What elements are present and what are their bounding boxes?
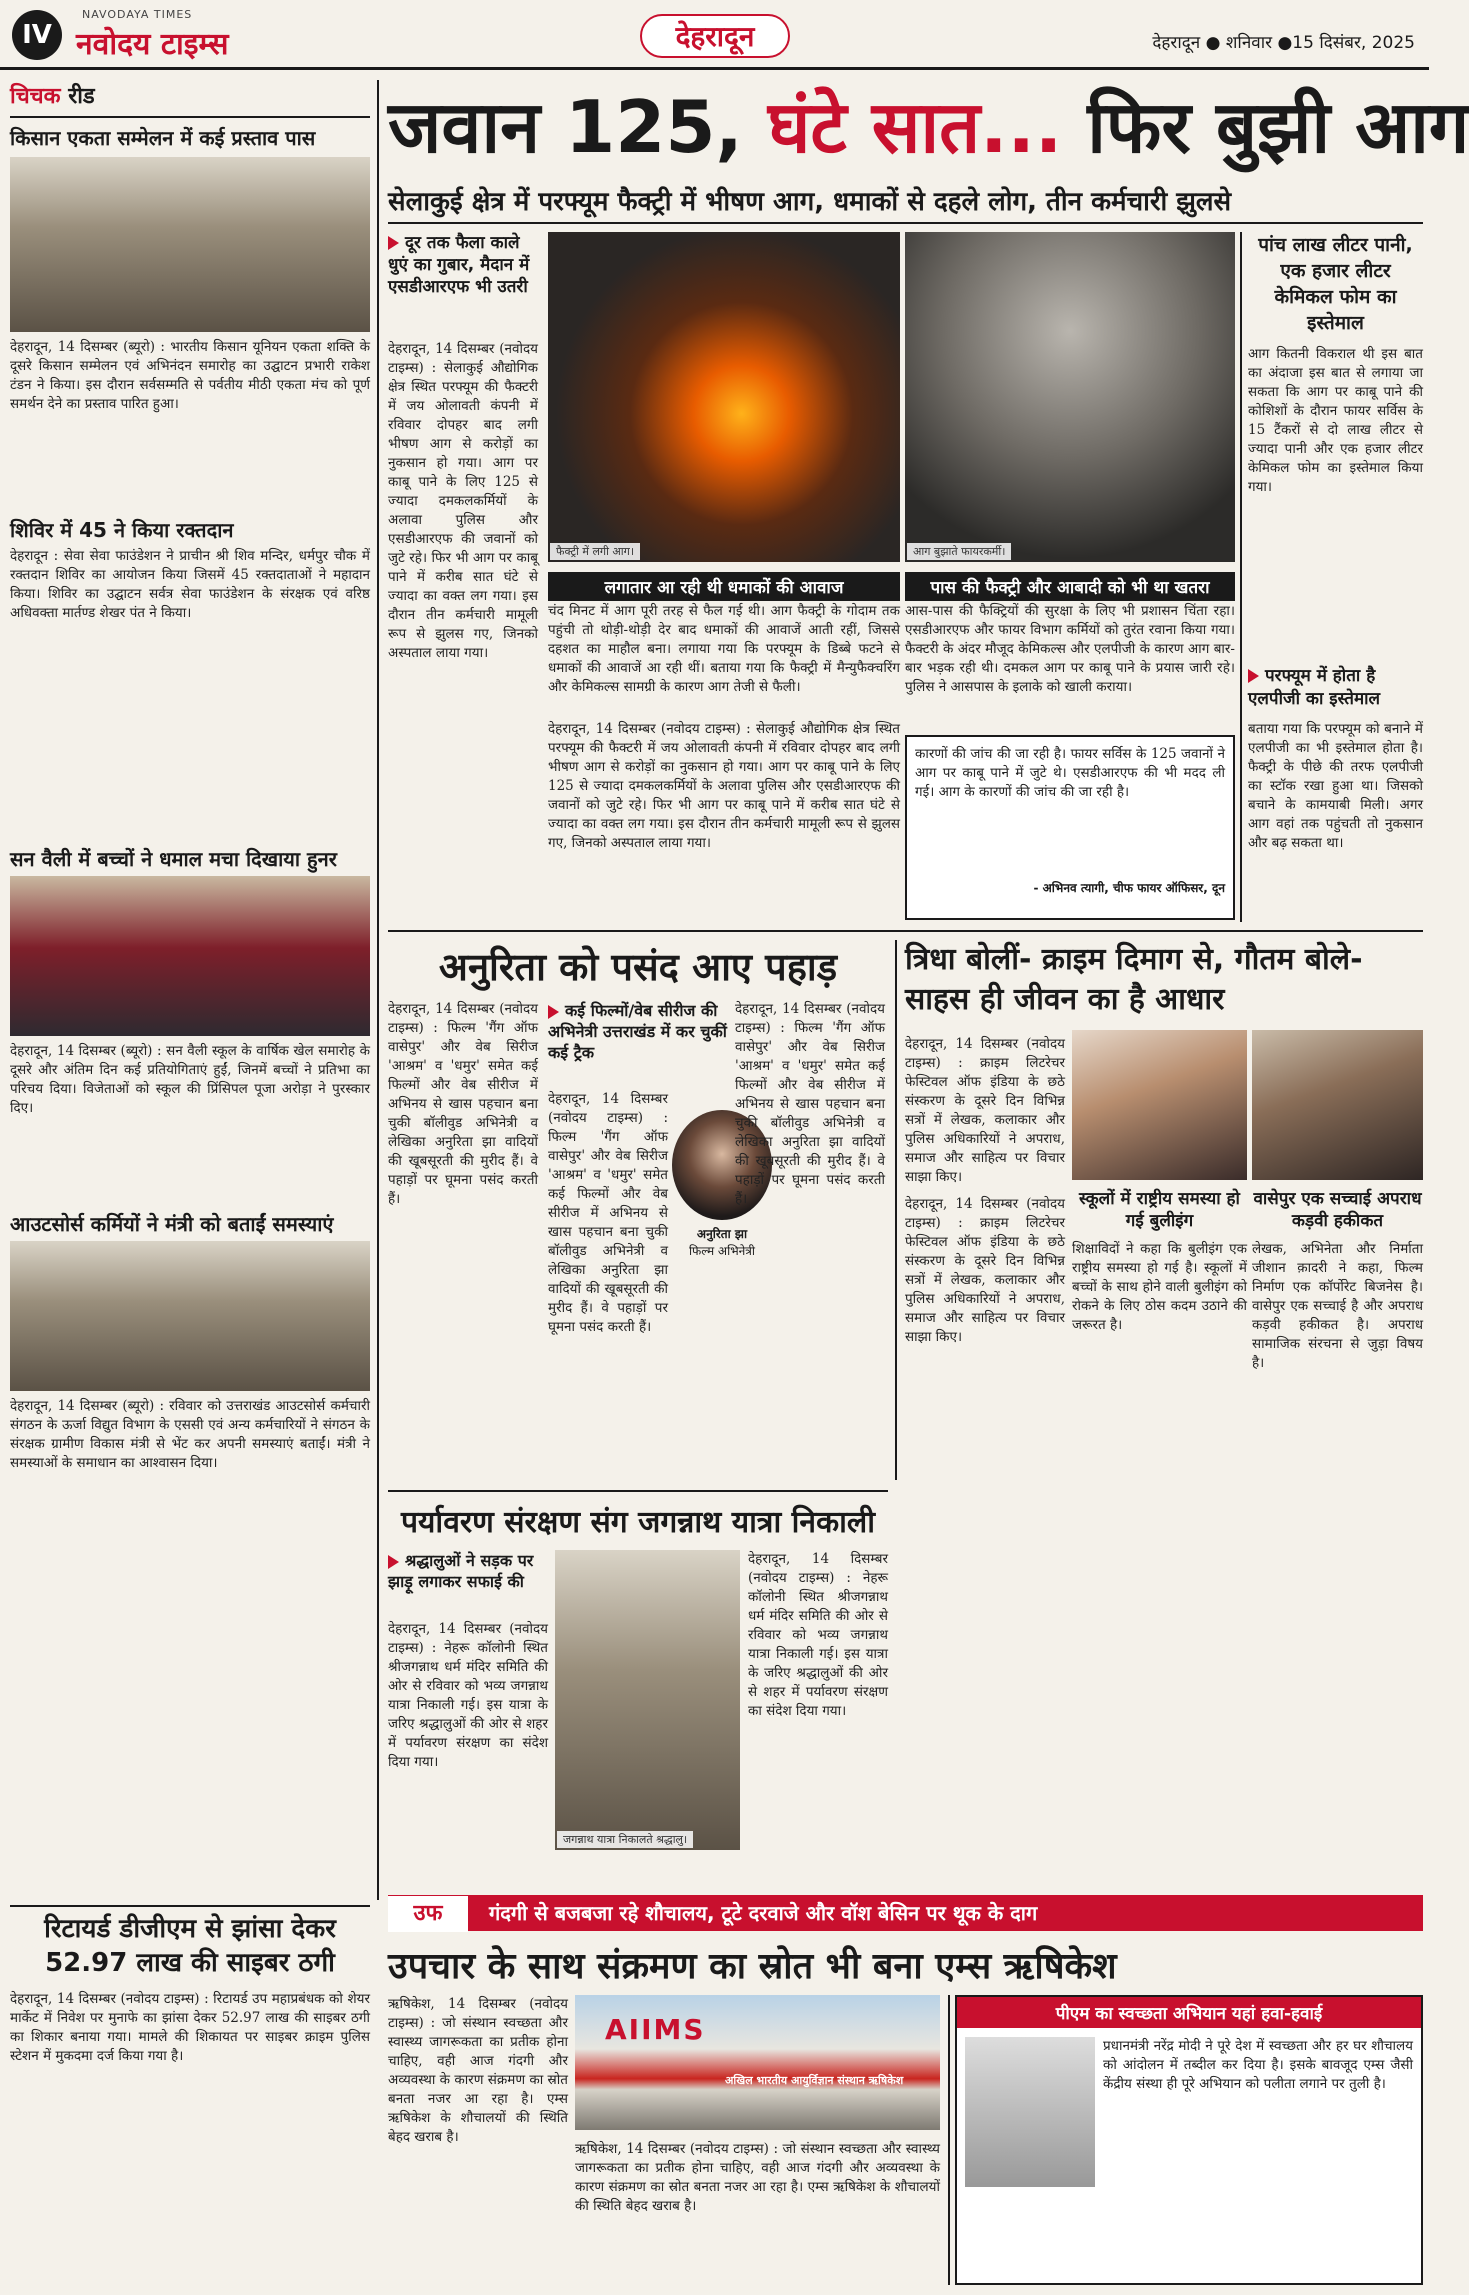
- lead-side-kicker-text: दूर तक फैला काले धुएं का गुबार, मैदान में एसडीआरएफ भी उतरी: [388, 233, 530, 297]
- anurita-body-col2: देहरादून, 14 दिसम्बर (नवोदय टाइम्स) : फिल्म 'गैंग ऑफ वासेपुर' और वेब सिरीज 'आश्रम' व 'धमुर' समेत कई फिल्मों और वेब सीरीज में अभिनय से खास पहचान बना चुकी बॉलीवुड अभिनेत्री व लेखिका अनुरिता झा वादियों की खूबसूरती की मुरीद हैं। वे पहाड़ों पर घूमना पसंद करती हैं।: [548, 1091, 668, 1335]
- column-label: [10, 80, 370, 110]
- lead-subhead-1-body: चंद मिनट में आग पूरी तरह से फैल गई थी। आग फैक्ट्री के गोदाम तक पहुंची तो थोड़ी-थोड़ी देर बाद धमाकों की आवाजें आती रहीं, जिससे दहशत का माहौल बना। लगाया गया कि परफ्यूम के डिब्बे फटने से धमाकों की आवाजें आ रही थीं। बताया गया कि फैक्ट्री में मैन्युफैक्चरिंग और केमिकल्स सामग्री के कारण आग तेजी से फैली।: [548, 603, 900, 695]
- story4-title: आउटसोर्स कर्मियों ने मंत्री को बताईं समस्याएं: [10, 1212, 334, 1236]
- anurita-title: अनुरिता को पसंद आए पहाड़: [438, 945, 838, 989]
- story5-title: रिटायर्ड डीजीएम से झांसा देकर 52.97 लाख की साइबर ठगी: [44, 1914, 336, 1978]
- anurita-body-col1: देहरादून, 14 दिसम्बर (नवोदय टाइम्स) : फिल्म 'गैंग ऑफ वासेपुर' और वेब सिरीज 'आश्रम' व 'धमुर' समेत कई फिल्मों और वेब सीरीज में अभिनय से खास पहचान बना चुकी बॉलीवुड अभिनेत्री व लेखिका अनुरिता झा वादियों की खूबसूरती की मुरीद हैं। वे पहाड़ों पर घूमना पसंद करती हैं।: [388, 1001, 538, 1207]
- story1-photo: [10, 157, 370, 332]
- brand-small: NAVODAYA TIMES: [82, 8, 193, 21]
- lead-photo-fire-caption: फैक्ट्री में लगी आग।: [550, 543, 640, 560]
- story3-body: देहरादून, 14 दिसम्बर (ब्यूरो) : सन वैली स्कूल के वार्षिक खेल समारोह के दूसरे और अंतिम दिन कई प्रतियोगिताएं हुईं, जिनमें बच्चों ने प्रतिभा का परिचय दिया। विजेताओं को स्कूल की प्रिंसिपल पूजा अरोड़ा ने पुरस्कार दिए।: [10, 1043, 370, 1116]
- anurita-caption-name: अनुरिता झा: [696, 1227, 748, 1241]
- column-rule: [895, 940, 897, 1480]
- divider: [10, 116, 370, 118]
- lead-photo-firefighters: [905, 232, 1235, 562]
- lead-headline-part1: जवान 125,: [388, 85, 743, 169]
- trishna-photo: [1072, 1030, 1247, 1180]
- lead-photo-fire: [548, 232, 900, 562]
- lead-body-col2: देहरादून, 14 दिसम्बर (नवोदय टाइम्स) : सेलाकुई औद्योगिक क्षेत्र स्थित परफ्यूम की फैक्टरी में जय ओलावती कंपनी में रविवार दोपहर बाद लगी भीषण आग से करोड़ों का नुकसान हो गया। आग पर काबू पाने के लिए 125 से ज्यादा दमकलकर्मियों के अलावा पुलिस और एसडीआरएफ की जवानों को जुटे रहे। फिर भी आग पर काबू पाने में करीब सात घंटे से ज्यादा का वक्त लग गया। इस दौरान तीन कर्मचारी मामूली रूप से झुलस गए, जिनको अस्पताल लाया गया।: [548, 721, 900, 851]
- divider: [388, 930, 1423, 932]
- story2-title: शिविर में 45 ने किया रक्तदान: [10, 518, 234, 542]
- lead-quote-attribution: - अभिनव त्यागी, चीफ फायर ऑफिसर, दून: [1033, 881, 1225, 895]
- aiims-sidebox: [955, 1995, 1423, 2285]
- story5-body: देहरादून, 14 दिसम्बर (नवोदय टाइम्स) : रिटायर्ड उप महाप्रबंधक को शेयर मार्केट में निवेश पर मुनाफे का झांसा देकर 52.97 लाख की साइबर ठगी का शिकार बनाया गया। मामले की शिकायत पर साइबर क्राइम पुलिस स्टेशन में मुकदमा दर्ज किया गया है।: [10, 1991, 370, 2064]
- jagannath-kicker: [388, 1550, 548, 1592]
- jagannath-photo-caption: जगन्नाथ यात्रा निकालते श्रद्धालु।: [557, 1831, 693, 1848]
- divider: [10, 1905, 370, 1907]
- city-tag: देहरादून: [640, 14, 790, 58]
- lead-right-title: पांच लाख लीटर पानी, एक हजार लीटर केमिकल फोम का इस्तेमाल: [1258, 234, 1413, 334]
- aiims-side-title: पीएम का स्वच्छता अभियान यहां हवा-हवाई: [957, 1997, 1421, 2028]
- aiims-bar-label: उफ: [388, 1896, 468, 1932]
- page-number: IV: [12, 10, 62, 60]
- triangle-icon: [548, 1005, 559, 1019]
- story4-body: देहरादून, 14 दिसम्बर (ब्यूरो) : रविवार को उत्तराखंड आउटसोर्स कर्मचारी संगठन के ऊर्जा विद्युत विभाग के एससी एवं अन्य कर्मचारियों ने संगठन के संरक्षक ग्रामीण विकास मंत्री से भेंट कर अपनी समस्याएं बताईं। मंत्री ने समस्याओं के समाधान का आश्वासन दिया।: [10, 1398, 370, 1471]
- aiims-bar-text: गंदगी से बजबजा रहे शौचालय, टूटे दरवाजे और वॉश बेसिन पर थूक के दाग: [488, 1901, 1038, 1925]
- anurita-kicker: [548, 1000, 728, 1063]
- triangle-icon: [388, 1555, 399, 1569]
- aiims-body-col1: ऋषिकेश, 14 दिसम्बर (नवोदय टाइम्स) : जो संस्थान स्वच्छता और स्वास्थ्य जागरूकता का प्रतीक होना चाहिए, वही आज गंदगी और अव्यवस्था के कारण संक्रमण का स्रोत बनता नजर आ रहा है। एम्स ऋषिकेश के शौचालयों की स्थिति बेहद खराब है।: [388, 1996, 568, 2145]
- lead-subhead-1: लगातार आ रही थी धमाकों की आवाज: [548, 572, 900, 601]
- lead-deck: सेलाकुई क्षेत्र में परफ्यूम फैक्ट्री में भीषण आग, धमाकों से दहले लोग, तीन कर्मचारी झुलसे: [388, 187, 1232, 217]
- aiims-body-col2: ऋषिकेश, 14 दिसम्बर (नवोदय टाइम्स) : जो संस्थान स्वच्छता और स्वास्थ्य जागरूकता का प्रतीक होना चाहिए, वही आज गंदगी और अव्यवस्था के कारण संक्रमण का स्रोत बनता नजर आ रहा है। एम्स ऋषिकेश के शौचालयों की स्थिति बेहद खराब है।: [575, 2141, 940, 2214]
- divider: [388, 222, 1423, 224]
- lead-right-body: आग कितनी विकराल थी इस बात का अंदाजा इस बात से लगाया जा सकता कि आग पर काबू पाने की कोशिशों के दौरान फायर सर्विस के 15 टैंकरों से दो लाख लीटर से ज्यादा पानी और एक हजार लीटर केमिकल फोम का इस्तेमाल किया गया।: [1248, 346, 1423, 495]
- trishna-body-cont: देहरादून, 14 दिसम्बर (नवोदय टाइम्स) : क्राइम लिटरेचर फेस्टिवल ऑफ इंडिया के छठे संस्करण के दूसरे दिन विभिन्न सत्रों में लेखक, कलाकार और पुलिस अधिकारियों ने अपराध, समाज और साहित्य पर विचार साझा किए।: [905, 1196, 1065, 1345]
- jagannath-body-col1: देहरादून, 14 दिसम्बर (नवोदय टाइम्स) : नेहरू कॉलोनी स्थित श्रीजगन्नाथ धर्म मंदिर समिति की ओर से रविवार को भव्य जगन्नाथ यात्रा निकाली गई। इस यात्रा के जरिए श्रद्धालुओं की ओर से शहर में पर्यावरण संरक्षण का संदेश दिया गया।: [388, 1621, 548, 1770]
- lead-right-sub: [1248, 665, 1423, 711]
- aiims-bar: [388, 1895, 1423, 1931]
- trishna-sub1-body: शिक्षाविदों ने कहा कि बुलीइंग एक राष्ट्रीय समस्या हो गई है। स्कूलों में बच्चों के साथ होने वाली बुलीइंग को रोकने के लिए ठोस कदम उठाने की जरूरत है।: [1072, 1241, 1247, 1333]
- left-column: [10, 80, 370, 1900]
- aiims-side-body: प्रधानमंत्री नरेंद्र मोदी ने पूरे देश में स्वच्छता और हर घर शौचालय को आंदोलन में तब्दील कर दिया है। इसके बावजूद एम्स जैसी केंद्रीय संस्था ही पूरे अभियान को पलीता लगाने पर तुली है।: [1103, 2038, 1413, 2092]
- lead-subhead-2-body: आस-पास की फैक्ट्रियों की सुरक्षा के लिए भी प्रशासन चिंता रहा। एसडीआरएफ और फायर विभाग कर्मियों को तुरंत रवाना किया गया। फैक्टरी के अंदर मौजूद केमिकल्स और एलपीजी के कारण आग बार-बार भड़क रही थी। दमकल आग पर काबू पाने के प्रयास जारी रहे। पुलिस ने आसपास के इलाके को खाली कराया।: [905, 603, 1235, 695]
- masthead: [0, 0, 1429, 70]
- lead-body-col1: देहरादून, 14 दिसम्बर (नवोदय टाइम्स) : सेलाकुई औद्योगिक क्षेत्र स्थित परफ्यूम की फैक्टरी में जय ओलावती कंपनी में रविवार दोपहर बाद लगी भीषण आग से करोड़ों का नुकसान हो गया। आग पर काबू पाने के लिए 125 से ज्यादा दमकलकर्मियों के अलावा पुलिस और एसडीआरएफ की जवानों को जुटे रहे। फिर भी आग पर काबू पाने में करीब सात घंटे से ज्यादा का वक्त लग गया। इस दौरान तीन कर्मचारी मामूली रूप से झुलस गए, जिनको अस्पताल लाया गया।: [388, 341, 538, 661]
- gautam-photo: [1252, 1030, 1423, 1180]
- story3-title: सन वैली में बच्चों ने धमाल मचा दिखाया हुनर: [10, 847, 337, 871]
- trishna-title: त्रिधा बोलीं- क्राइम दिमाग से, गौतम बोले- साहस ही जीवन का है आधार: [905, 942, 1363, 1017]
- story1-title: किसान एकता सम्मेलन में कई प्रस्ताव पास: [10, 126, 316, 150]
- aiims-sign: AIIMS: [605, 2013, 706, 2046]
- jagannath-body-col2: देहरादून, 14 दिसम्बर (नवोदय टाइम्स) : नेहरू कॉलोनी स्थित श्रीजगन्नाथ धर्म मंदिर समिति की ओर से रविवार को भव्य जगन्नाथ यात्रा निकाली गई। इस यात्रा के जरिए श्रद्धालुओं की ओर से शहर में पर्यावरण संरक्षण का संदेश दिया गया।: [748, 1551, 888, 1719]
- lead-subhead-2: पास की फैक्ट्री और आबादी को भी था खतरा: [905, 572, 1235, 601]
- lead-right-sub-body: बताया गया कि परफ्यूम को बनाने में एलपीजी का भी इस्तेमाल होता है। फैक्ट्री के पीछे की तरफ एलपीजी का स्टॉक रखा हुआ था। जिसको बचाने के कामयाबी मिली। अगर आग वहां तक पहुंचती तो नुकसान और बढ़ सकता था।: [1248, 721, 1423, 851]
- trishna-sub1: स्कूलों में राष्ट्रीय समस्या हो गई बुलीइंग: [1079, 1189, 1240, 1231]
- anurita-body-col3: देहरादून, 14 दिसम्बर (नवोदय टाइम्स) : फिल्म 'गैंग ऑफ वासेपुर' और वेब सिरीज 'आश्रम' व 'धमुर' समेत कई फिल्मों और वेब सीरीज में अभिनय से खास पहचान बना चुकी बॉलीवुड अभिनेत्री व लेखिका अनुरिता झा वादियों की खूबसूरती की मुरीद हैं। वे पहाड़ों पर घूमना पसंद करती हैं।: [735, 1001, 885, 1207]
- lead-quote-box: [905, 735, 1235, 920]
- aiims-sign-sub: अखिल भारतीय आयुर्विज्ञान संस्थान ऋषिकेश: [725, 2074, 904, 2087]
- column-rule: [948, 1995, 950, 2285]
- divider: [388, 1490, 888, 1492]
- story3-photo: [10, 876, 370, 1036]
- jagannath-photo: [555, 1550, 740, 1850]
- jagannath-title: पर्यावरण संरक्षण संग जगन्नाथ यात्रा निकाली: [400, 1505, 876, 1540]
- jagannath-kicker-text: श्रद्धालुओं ने सड़क पर झाड़ू लगाकर सफाई की: [388, 1551, 534, 1591]
- anurita-caption-role: फिल्म अभिनेत्री: [688, 1244, 756, 1258]
- lead-photo-firefighters-caption: आग बुझाते फायरकर्मी।: [907, 543, 1011, 560]
- story4-photo: [10, 1241, 370, 1391]
- aiims-side-clipping: [965, 2037, 1095, 2187]
- column-label-suffix: रीड: [68, 84, 95, 109]
- trishna-body: देहरादून, 14 दिसम्बर (नवोदय टाइम्स) : क्राइम लिटरेचर फेस्टिवल ऑफ इंडिया के छठे संस्करण के दूसरे दिन विभिन्न सत्रों में लेखक, कलाकार और पुलिस अधिकारियों ने अपराध, समाज और साहित्य पर विचार साझा किए।: [905, 1036, 1065, 1185]
- column-rule: [377, 80, 379, 1900]
- brand-logo: नवोदय टाइम्स: [76, 27, 229, 62]
- column-rule: [1240, 232, 1242, 922]
- lead-side-kicker: [388, 232, 538, 298]
- aiims-title: उपचार के साथ संक्रमण का स्रोत भी बना एम्स ऋषिकेश: [388, 1946, 1117, 1987]
- column-label-prefix: चिचक: [10, 84, 61, 109]
- lead-right-sub-text: परफ्यूम में होता है एलपीजी का इस्तेमाल: [1248, 666, 1381, 709]
- story2-body: देहरादून : सेवा सेवा फाउंडेशन ने प्राचीन श्री शिव मन्दिर, धर्मपुर चौक में रक्तदान शिविर का आयोजन किया जिसमें 45 रक्तदाताओं ने महादान किया। शिविर का उद्घाटन सर्वत्र सेवा फाउंडेशन के संरक्षक एवं वरिष्ठ अधिवक्ता मार्तण्ड शेखर पंत ने किया।: [10, 548, 370, 621]
- trishna-sub2: वासेपुर एक सच्चाई अपराध कड़वी हकीकत: [1253, 1189, 1422, 1231]
- lead-headline-part3: फिर बुझी आग: [1087, 85, 1469, 169]
- anurita-kicker-text: कई फिल्मों/वेब सीरीज की अभिनेत्री उत्तराखंड में कर चुकीं कई ट्रैक: [548, 1001, 727, 1062]
- story1-body: देहरादून, 14 दिसम्बर (ब्यूरो) : भारतीय किसान यूनियन एकता शक्ति के दूसरे किसान सम्मेलन एवं अभिनंदन समारोह का उद्घाटन प्रभारी राकेश टंडन ने किया। इस दौरान सर्वसम्मति से पर्वतीय मीठी एकता मंच को पूर्ण समर्थन देने का प्रस्ताव पारित हुआ।: [10, 339, 370, 412]
- dateline: देहरादून ● शनिवार ●15 दिसंबर, 2025: [1152, 33, 1415, 53]
- lead-headline-part2: घंटे सात...: [767, 85, 1063, 169]
- triangle-icon: [388, 236, 399, 250]
- lead-headline: [388, 80, 1469, 175]
- aiims-photo: [575, 1995, 940, 2130]
- trishna-sub2-body: लेखक, अभिनेता और निर्माता जीशान क़ादरी ने कहा, फिल्म निर्माण एक कॉर्पोरेट बिजनेस है। वासेपुर एक सच्चाई है और अपराध कड़वी हकीकत है। अपराध सामाजिक संरचना से जुड़ा विषय है।: [1252, 1241, 1423, 1371]
- triangle-icon: [1248, 669, 1259, 683]
- lead-quote: कारणों की जांच की जा रही है। फायर सर्विस के 125 जवानों ने आग पर काबू पाने में जुटे थे। एसडीआरएफ की भी मदद ली गई। आग के कारणों की जांच की जा रही है।: [915, 746, 1225, 800]
